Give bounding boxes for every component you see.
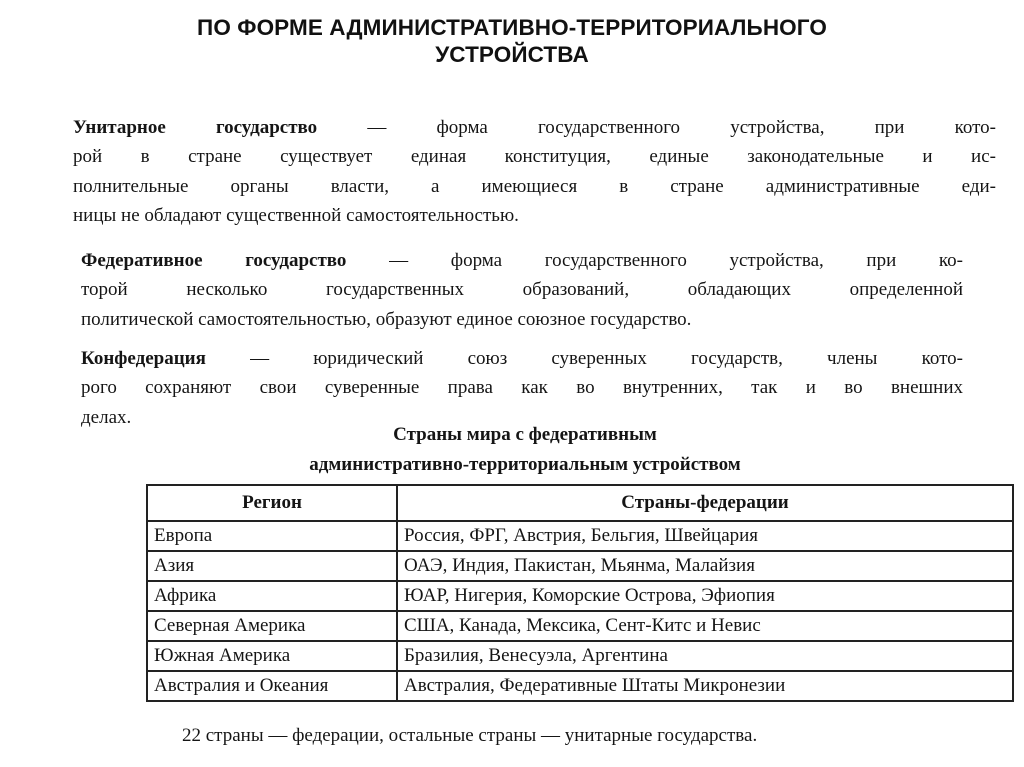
confederation-term: Конфедерация (81, 348, 206, 369)
page-title (0, 14, 1024, 68)
page-title-line-1: ПО ФОРМЕ АДМИНИСТРАТИВНО-ТЕРРИТОРИАЛЬНОГО (197, 15, 827, 40)
table-row (147, 551, 1013, 581)
region-cell: Африка (147, 581, 397, 611)
region-cell: Австралия и Океания (147, 671, 397, 701)
unitary-term: Унитарное государство (73, 117, 318, 138)
table-title (140, 420, 910, 480)
table-title-line-2: административно-территориальным устройством (309, 454, 741, 475)
confederation-line-1 (81, 344, 963, 373)
unitary-line-4: ницы не обладают существенной самостоятельностью. (73, 204, 519, 226)
confederation-line-1-text: — юридический союз суверенных государств, члены кото- (250, 348, 963, 369)
region-cell: Азия (147, 551, 397, 581)
header-region: Регион (147, 485, 397, 521)
confederation-definition (81, 344, 963, 432)
countries-cell: Австралия, Федеративные Штаты Микронезии (397, 671, 1013, 701)
federative-line-2: торой несколько государственных образований, обладающих определенной (81, 279, 963, 301)
region-cell: Европа (147, 521, 397, 551)
countries-cell: США, Канада, Мексика, Сент-Китс и Невис (397, 611, 1013, 641)
federative-line-1-text: — форма государственного устройства, при ко- (389, 250, 964, 271)
federative-line-1 (81, 246, 963, 275)
countries-cell: ЮАР, Нигерия, Коморские Острова, Эфиопия (397, 581, 1013, 611)
confederation-line-3: делах. (81, 406, 132, 428)
unitary-line-1 (73, 113, 996, 142)
table-title-line-1: Страны мира с федеративным (393, 424, 657, 445)
header-countries: Страны-федерации (397, 485, 1013, 521)
countries-cell: Бразилия, Венесуэла, Аргентина (397, 641, 1013, 671)
confederation-line-2: рого сохраняют свои суверенные права как во внутренних, так и во внешних (81, 377, 963, 399)
federations-table (146, 484, 1014, 702)
unitary-line-1-text: — форма государственного устройства, при кото- (367, 117, 997, 138)
page-title-line-2: УСТРОЙСТВА (435, 42, 589, 67)
footnote: 22 страны — федерации, остальные страны — унитарные государства. (182, 725, 758, 746)
region-cell: Южная Америка (147, 641, 397, 671)
region-cell: Северная Америка (147, 611, 397, 641)
countries-cell: Россия, ФРГ, Австрия, Бельгия, Швейцария (397, 521, 1013, 551)
table-row (147, 581, 1013, 611)
table-row (147, 611, 1013, 641)
unitary-line-3: полнительные органы власти, а имеющиеся в стране административные еди- (73, 175, 996, 197)
table-row (147, 671, 1013, 701)
federative-term: Федеративное государство (81, 250, 347, 271)
table-row (147, 521, 1013, 551)
unitary-state-definition (73, 113, 996, 230)
unitary-line-2: рой в стране существует единая конституция, единые законодательные и ис- (73, 146, 996, 168)
table-row (147, 641, 1013, 671)
table-header-row (147, 485, 1013, 521)
countries-cell: ОАЭ, Индия, Пакистан, Мьянма, Малайзия (397, 551, 1013, 581)
federative-state-definition (81, 246, 963, 334)
federative-line-3: политической самостоятельностью, образуют единое союзное государство. (81, 308, 692, 330)
